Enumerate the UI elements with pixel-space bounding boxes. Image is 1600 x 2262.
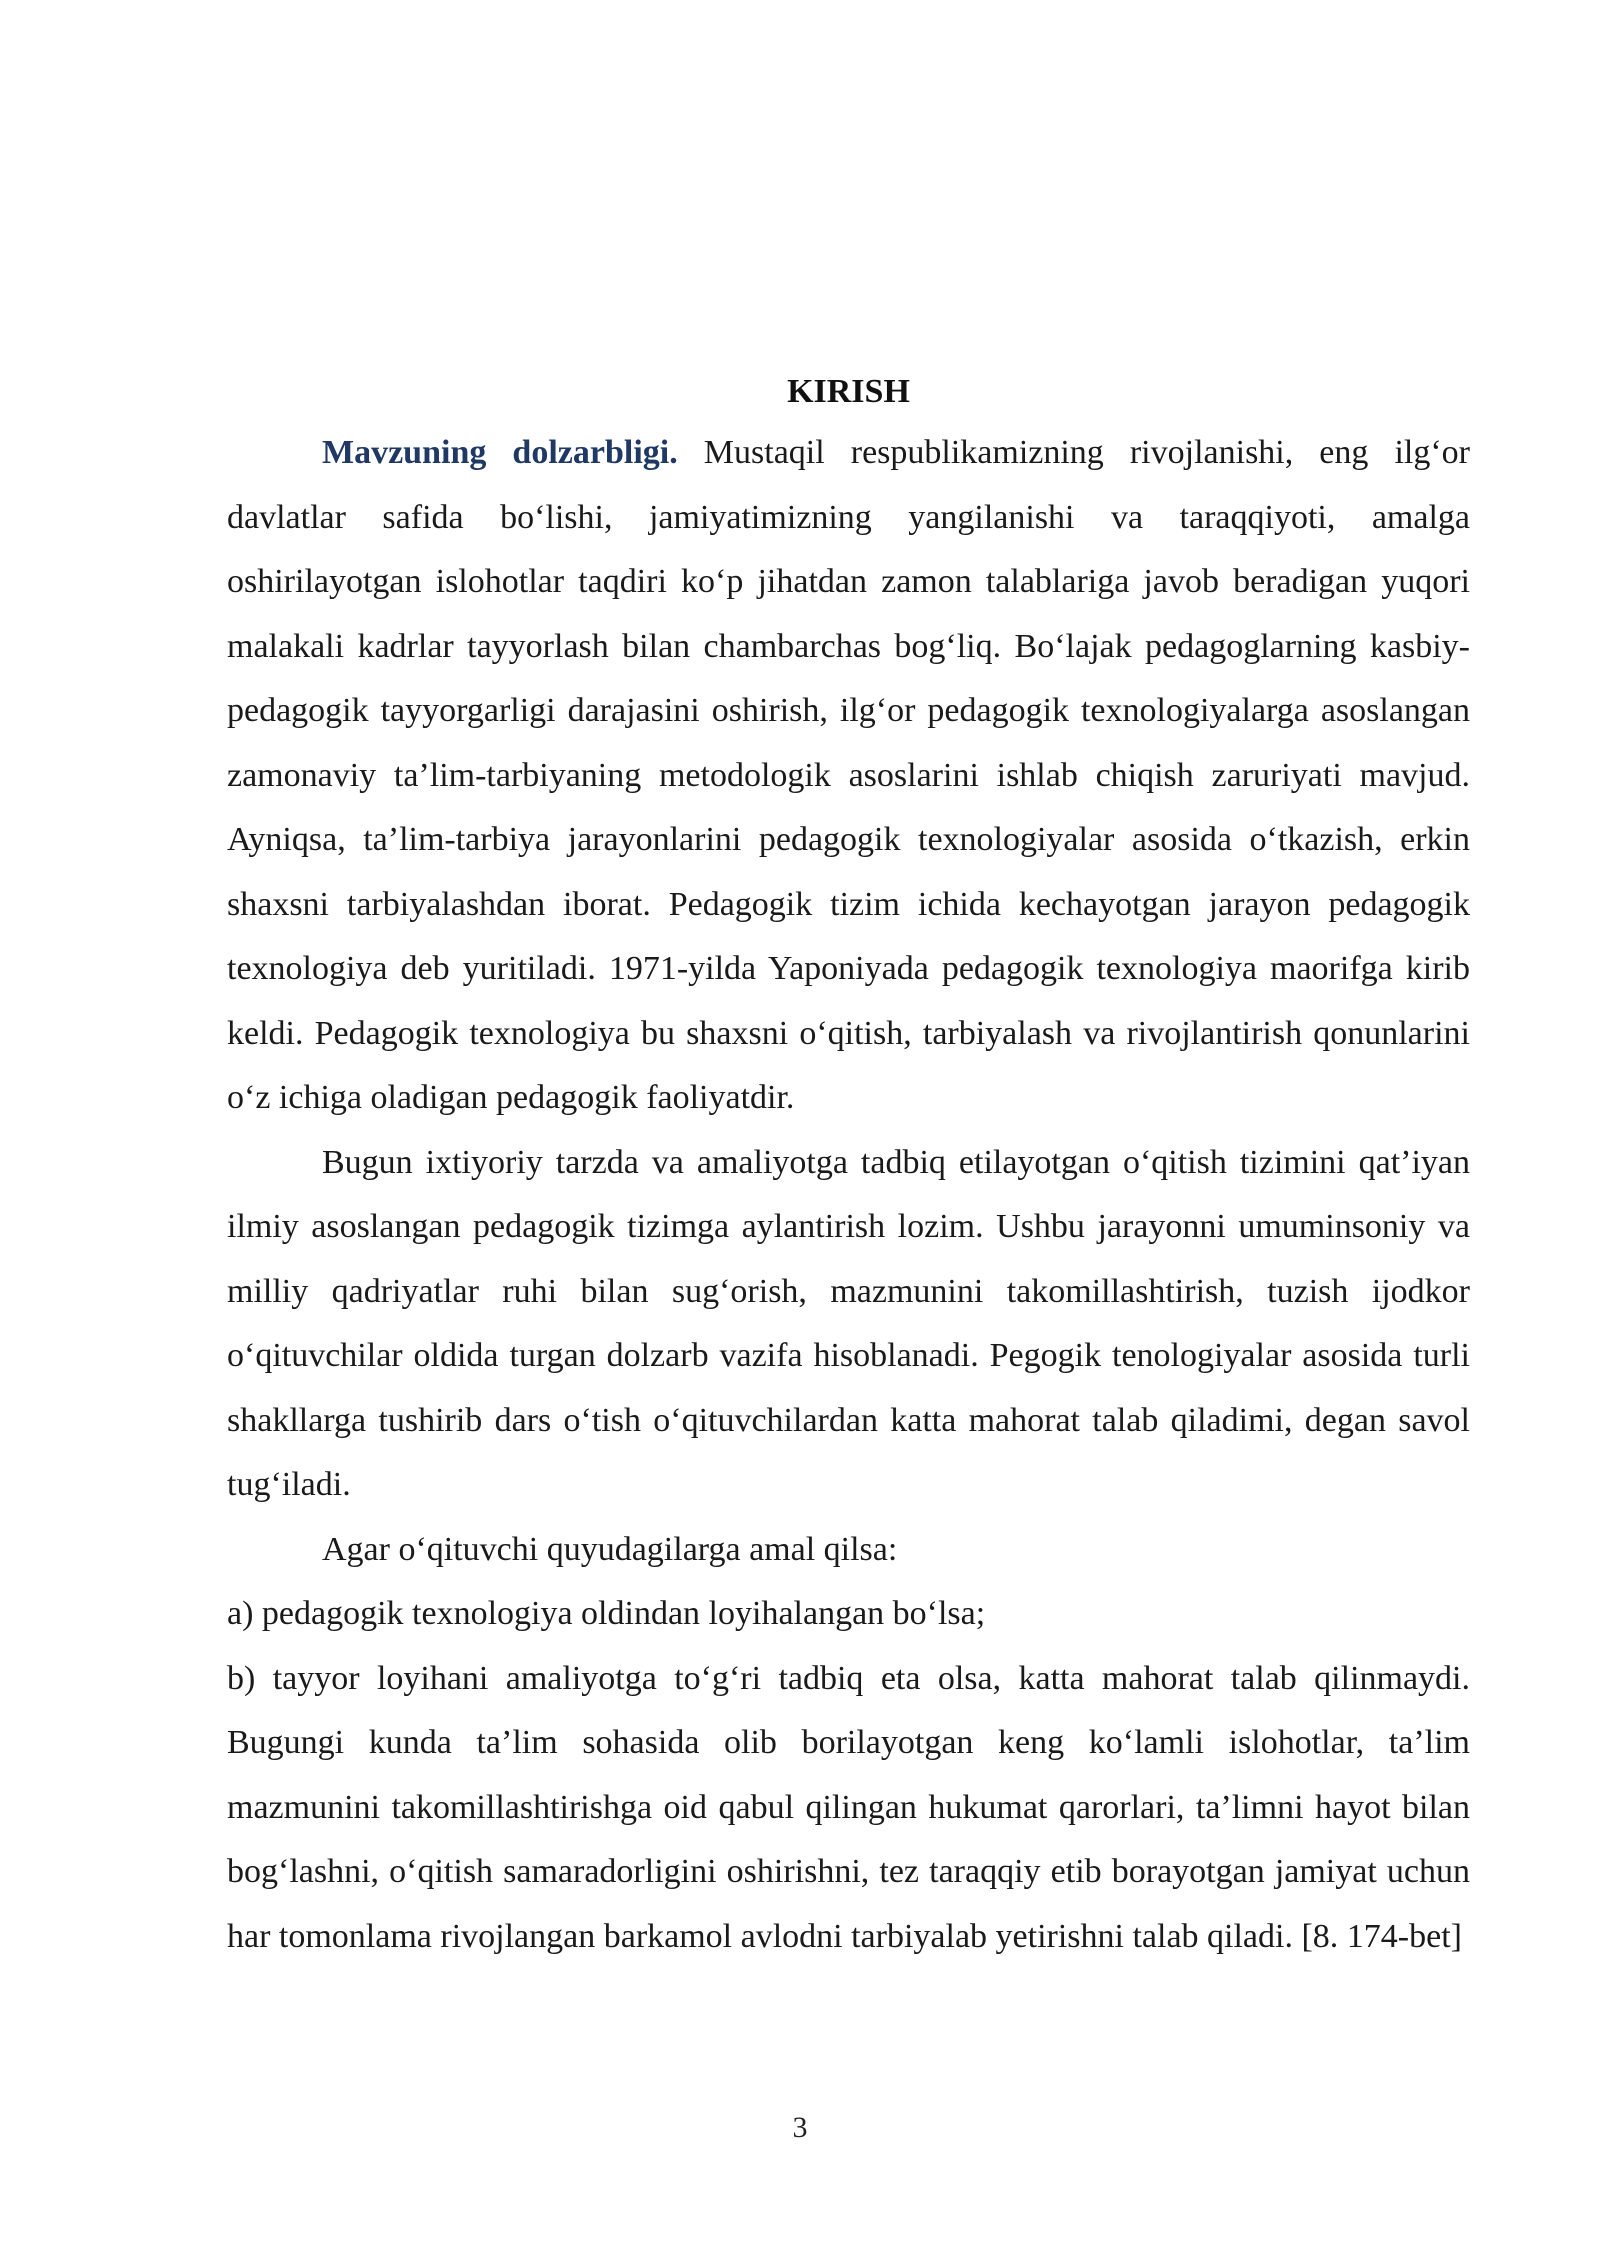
paragraph-relevance xyxy=(227,421,1470,1131)
document-page xyxy=(227,367,1470,1969)
list-item-b: b) tayyor loyihani amaliyotga to‘g‘ri tadbiq eta olsa, katta mahorat talab qilinmaydi. Bugungi kunda ta’lim sohasida olib borilayotgan keng ko‘lamli islohotlar, ta’lim mazmunini takomillashtirishga oid qabul qilingan hukumat qarorlari, ta’limni hayot bilan bog‘lashni, o‘qitish samaradorligini oshirishni, tez taraqqiy etib borayotgan jamiyat uchun har tomonlama rivojlangan barkamol avlodni tarbiyalab yetirishni talab qiladi. [8. 174-bet] xyxy=(227,1659,1470,1955)
paragraph-lead-heading: Mavzuning dolzarbligi. xyxy=(322,434,678,471)
paragraph-system: Bugun ixtiyoriy tarzda va amaliyotga tadbiq etilayotgan o‘qitish tizimini qat’iyan ilmiy asoslangan pedagogik tizimga aylantirish lozim. Ushbu jarayonni umuminsoniy va milliy qadriyatlar ruhi bilan sug‘orish, mazmunini takomillashtirish, tuzish ijodkor o‘qituvchilar oldida turgan dolzarb vazifa hisoblanadi. Pegogik tenologiyalar asosida turli shakllarga tushirib dars o‘tish o‘qituvchilardan katta mahorat talab qiladimi, degan savol tug‘iladi. xyxy=(227,1143,1470,1503)
page-number: 3 xyxy=(792,2111,808,2144)
list-item-a: a) pedagogik texnologiya oldindan loyihalangan bo‘lsa; xyxy=(227,1595,986,1632)
paragraph-condition: Agar o‘qituvchi quyudagilarga amal qilsa: xyxy=(322,1530,898,1568)
page-title: KIRISH xyxy=(787,373,910,410)
paragraph-body-text: Mustaqil respublikamizning rivojlanishi, eng ilg‘or davlatlar safida bo‘lishi, jamiyatimizning yangilanishi va taraqqiyoti, amalga oshirilayotgan islohotlar taqdiri ko‘p jihatdan zamon talablariga javob beradigan yuqori malakali kadrlar tayyorlash bilan chambarchas bog‘liq. Bo‘lajak pedagoglarning kasbiy-pedagogik tayyorgarligi darajasini oshirish, ilg‘or pedagogik texnologiyalarga asoslangan zamonaviy ta’lim-tarbiyaning metodologik asoslarini ishlab chiqish zaruriyati mavjud. Ayniqsa, ta’lim-tarbiya jarayonlarini pedagogik texnologiyalar asosida o‘tkazish, erkin shaxsni tarbiyalashdan iborat. Pedagogik tizim ichida kechayotgan jarayon pedagogik texnologiya deb yuritiladi. 1971-yilda Yaponiyada pedagogik texnologiya maorifga kirib keldi. Pedagogik texnologiya bu shaxsni o‘qitish, tarbiyalash va rivojlantirish qonunlarini o‘z ichiga oladigan pedagogik faoliyatdir. xyxy=(227,434,1470,1116)
